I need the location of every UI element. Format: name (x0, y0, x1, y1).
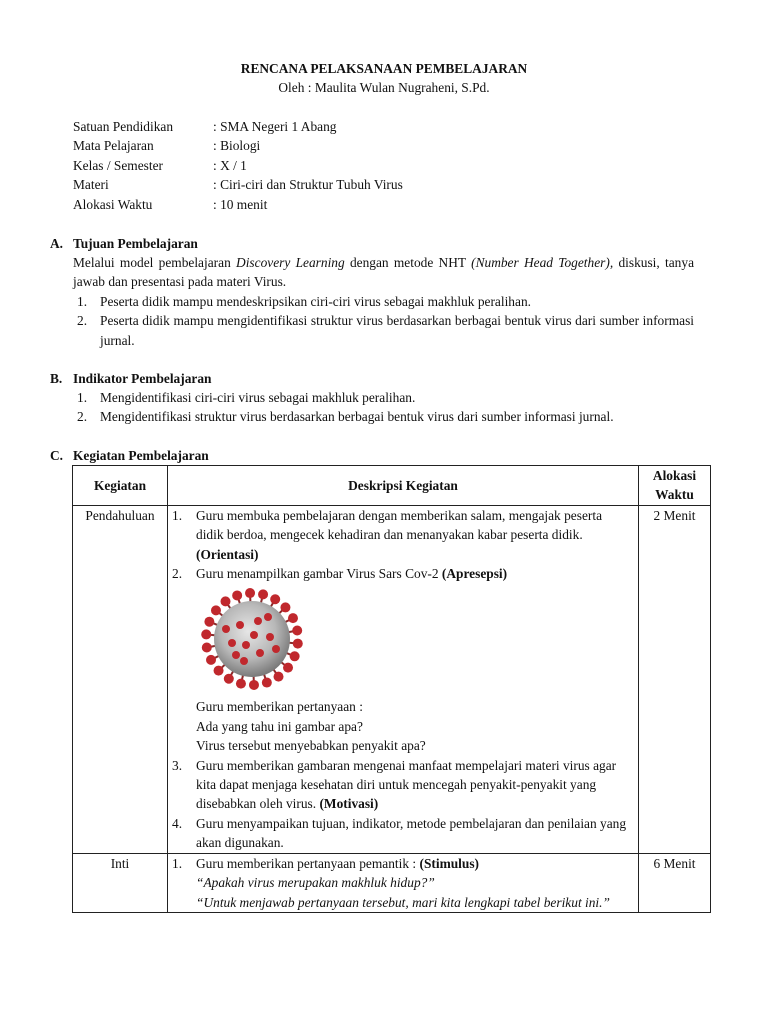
list-text: Peserta didik mampu mengidentifikasi struktur virus berdasarkan berbagai bentuk virus dari sumber informasi jurnal. (100, 313, 694, 348)
cell-kegiatan: Inti (73, 853, 168, 912)
list-number: 1. (77, 294, 88, 309)
step-body: Guru membuka pembelajaran dengan memberikan salam, mengajak peserta didik berdoa, mengecek kehadiran dan menanyakan kabar peserta didik. (196, 507, 603, 543)
virus-sars-cov-2-image (196, 587, 308, 691)
spike-head (201, 630, 211, 640)
list-item (73, 407, 694, 426)
virus-image (196, 583, 638, 697)
spike-head (245, 588, 255, 598)
spike-head (274, 672, 284, 682)
step-text: Guru menyampaikan tujuan, indikator, metode pembelajaran dan penilaian yang akan digunakan. (196, 815, 627, 851)
section-letter: A. (50, 236, 64, 251)
spike-head (206, 655, 216, 665)
info-row (73, 117, 403, 136)
section-a-intro (73, 253, 694, 292)
surface-spike (264, 613, 272, 621)
spike-head (214, 666, 224, 676)
spike-head (293, 639, 303, 649)
spike-head (211, 606, 221, 616)
info-key: Kelas / Semester (73, 157, 163, 173)
list-number: 2. (77, 313, 88, 329)
list-item (73, 388, 694, 407)
section-title: Tujuan Pembelajaran (73, 236, 198, 251)
info-row (73, 156, 403, 175)
cell-deskripsi (168, 853, 639, 912)
step-list (168, 756, 638, 853)
step-number: 4. (172, 815, 183, 831)
cell-kegiatan: Pendahuluan (73, 505, 168, 853)
step-number: 1. (172, 855, 183, 871)
spike-head (262, 678, 272, 688)
identity-info (73, 117, 403, 214)
info-row (73, 136, 403, 155)
spike-head (292, 626, 302, 636)
info-value: : 10 menit (213, 196, 268, 212)
surface-spike (240, 657, 248, 665)
step-tag: (Motivasi) (319, 796, 379, 812)
list-number: 2. (77, 409, 88, 425)
step-number: 3. (172, 757, 183, 773)
intro-text: dengan metode NHT (344, 255, 472, 270)
surface-spike (254, 617, 262, 625)
step-item (168, 814, 638, 853)
section-letter: C. (50, 448, 64, 463)
step-text (196, 564, 638, 583)
section-b-heading (50, 369, 212, 388)
spike-head (288, 614, 298, 624)
section-a-heading (50, 234, 198, 253)
header-deskripsi: Deskripsi Kegiatan (168, 466, 639, 506)
surface-spike (228, 639, 236, 647)
surface-spike (256, 649, 264, 657)
spike-head (280, 603, 290, 613)
intro-emphasis: Discovery Learning (236, 255, 345, 270)
intro-emphasis: (Number Head Together), (471, 255, 614, 270)
section-title: Kegiatan Pembelajaran (73, 448, 209, 463)
spike-head (290, 652, 300, 662)
spike-head (258, 590, 268, 600)
list-number: 1. (77, 390, 88, 405)
section-c-heading (50, 446, 209, 465)
step-text (196, 756, 638, 814)
quote-text: “Apakah virus merupakan makhluk hidup?” (196, 875, 435, 891)
step-text (196, 506, 638, 564)
step-item (168, 756, 638, 814)
info-row (73, 195, 403, 214)
surface-spike (236, 621, 244, 629)
step-tag: (Orientasi) (196, 546, 259, 562)
activity-table (72, 465, 711, 913)
section-b-list (73, 388, 694, 427)
section-letter: B. (50, 371, 63, 386)
step-body: Guru menampilkan gambar Virus Sars Cov-2 (196, 566, 442, 582)
step-item (168, 506, 638, 564)
section-title: Indikator Pembelajaran (73, 371, 212, 386)
spike-head (224, 674, 234, 684)
spike-head (220, 597, 230, 607)
intro-text: Melalui model pembelajaran (73, 255, 237, 270)
header-kegiatan: Kegiatan (73, 466, 168, 506)
step-tag: (Stimulus) (419, 855, 480, 871)
step-text (196, 854, 638, 912)
step-number: 2. (172, 566, 183, 582)
info-key: Satuan Pendidikan (73, 119, 174, 134)
question-line: Virus tersebut menyebabkan penyakit apa? (196, 738, 426, 754)
document-title: RENCANA PELAKSANAAN PEMBELAJARAN (240, 61, 528, 76)
table-row (73, 505, 711, 853)
info-value: : Biologi (213, 138, 261, 154)
question-line: Guru memberikan pertanyaan : (196, 699, 363, 715)
step-number: 1. (172, 507, 183, 523)
header-alokasi: Alokasi Waktu (639, 466, 711, 506)
step-tag: (Apresepsi) (441, 566, 508, 582)
spike-head (249, 680, 259, 690)
step-list (168, 854, 638, 912)
list-text: Mengidentifikasi ciri-ciri virus sebagai makhluk peralihan. (100, 390, 416, 405)
surface-spike (242, 641, 250, 649)
list-item (73, 311, 694, 350)
surface-spike (222, 625, 230, 633)
surface-spike (232, 651, 240, 659)
surface-spike (272, 645, 280, 653)
info-value: : X / 1 (213, 157, 247, 173)
step-item (168, 564, 638, 583)
spike-head (236, 679, 246, 689)
list-text: Mengidentifikasi struktur virus berdasarkan berbagai bentuk virus dari sumber informasi jurnal. (100, 409, 614, 425)
intro-text: diskusi, tanya jawab dan presentasi pada materi Virus. (73, 255, 695, 290)
info-value: : SMA Negeri 1 Abang (213, 119, 337, 134)
info-key: Mata Pelajaran (73, 138, 154, 154)
step-body: Guru memberikan pertanyaan pemantik : (196, 855, 420, 871)
surface-spike (266, 633, 274, 641)
cell-alokasi: 2 Menit (639, 505, 711, 853)
spike-head (232, 591, 242, 601)
spike-head (202, 643, 212, 653)
virus-body (214, 601, 290, 677)
spike-head (270, 595, 280, 605)
step-item (168, 854, 638, 912)
question-line: Ada yang tahu ini gambar apa? (196, 718, 363, 734)
step-list (168, 506, 638, 584)
spike-head (204, 617, 214, 627)
section-a-list (73, 292, 694, 350)
cell-alokasi: 6 Menit (639, 853, 711, 912)
step-body: Guru memberikan gambaran mengenai manfaat mempelajari materi virus agar kita dapat menjaga kesehatan diri untuk mencegah penyakit-penyakit yang disebabkan oleh virus. (196, 757, 617, 812)
surface-spike (250, 631, 258, 639)
info-value: : Ciri-ciri dan Struktur Tubuh Virus (213, 177, 403, 193)
document-author: Oleh : Maulita Wulan Nugraheni, S.Pd. (278, 80, 490, 95)
list-text: Peserta didik mampu mendeskripsikan ciri-ciri virus sebagai makhluk peralihan. (100, 294, 531, 309)
quote-text: “Untuk menjawab pertanyaan tersebut, mari kita lengkapi tabel berikut ini.” (196, 894, 610, 910)
info-key: Materi (73, 177, 109, 193)
question-block (196, 583, 638, 755)
info-key: Alokasi Waktu (73, 196, 153, 212)
list-item (73, 292, 694, 311)
info-row (73, 175, 403, 194)
table-row (73, 853, 711, 912)
cell-deskripsi (168, 505, 639, 853)
table-header-row (73, 466, 711, 506)
spike-head (283, 663, 293, 673)
